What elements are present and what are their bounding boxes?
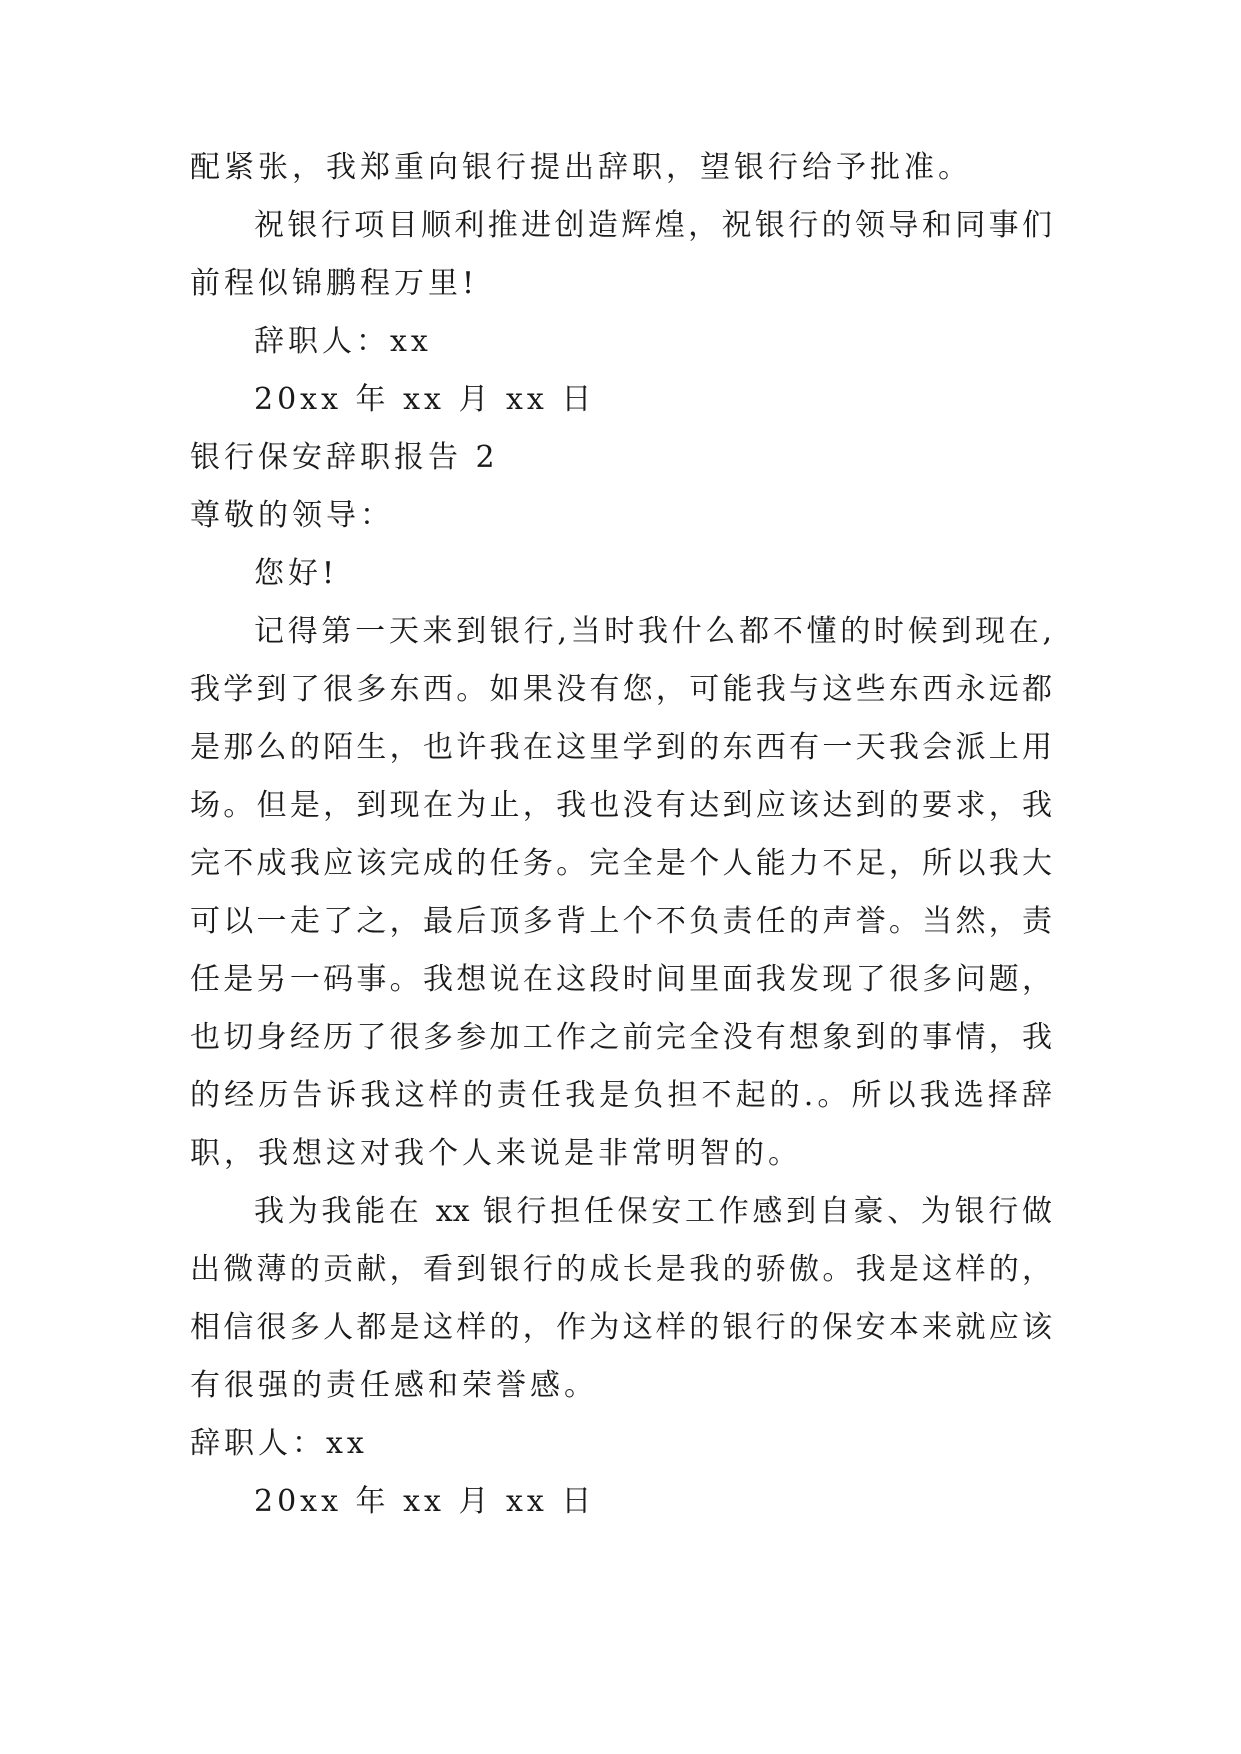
text-line: 我为我能在 xx 银行担任保安工作感到自豪、为银行做 bbox=[254, 1194, 1052, 1229]
text-line: 完不成我应该完成的任务。完全是个人能力不足，所以我大 bbox=[190, 846, 1052, 881]
text-line: 是那么的陌生，也许我在这里学到的东西有一天我会派上用 bbox=[190, 730, 1052, 765]
text-line: 也切身经历了很多参加工作之前完全没有想象到的事情，我 bbox=[190, 1020, 1052, 1055]
text-line: 任是另一码事。我想说在这段时间里面我发现了很多问题， bbox=[190, 962, 1052, 997]
signature-line: 辞职人：xx bbox=[254, 324, 432, 359]
text-line: 前程似锦鹏程万里! bbox=[190, 266, 479, 301]
text-line: 可以一走了之，最后顶多背上个不负责任的声誉。当然，责 bbox=[190, 904, 1052, 939]
text-line: 祝银行项目顺利推进创造辉煌，祝银行的领导和同事们 bbox=[254, 208, 1052, 243]
salutation: 尊敬的领导： bbox=[190, 498, 394, 533]
section-title: 银行保安辞职报告 2 bbox=[190, 440, 499, 475]
text-line: 记得第一天来到银行,当时我什么都不懂的时候到现在, bbox=[254, 614, 1052, 649]
text-line: 配紧张，我郑重向银行提出辞职，望银行给予批准。 bbox=[190, 150, 972, 185]
text-line: 我学到了很多东西。如果没有您，可能我与这些东西永远都 bbox=[190, 672, 1052, 707]
signature-line: 辞职人：xx bbox=[190, 1426, 368, 1461]
text-line: 有很强的责任感和荣誉感。 bbox=[190, 1368, 598, 1403]
text-line: 出微薄的贡献，看到银行的成长是我的骄傲。我是这样的， bbox=[190, 1252, 1052, 1287]
greeting: 您好! bbox=[254, 556, 339, 591]
date-line: 20xx 年 xx 月 xx 日 bbox=[254, 382, 596, 417]
text-line: 相信很多人都是这样的，作为这样的银行的保安本来就应该 bbox=[190, 1310, 1052, 1345]
text-line: 职，我想这对我个人来说是非常明智的。 bbox=[190, 1136, 802, 1171]
date-line: 20xx 年 xx 月 xx 日 bbox=[254, 1484, 596, 1519]
text-line: 场。但是，到现在为止，我也没有达到应该达到的要求，我 bbox=[190, 788, 1052, 823]
text-line: 的经历告诉我这样的责任我是负担不起的.。所以我选择辞 bbox=[190, 1078, 1052, 1113]
